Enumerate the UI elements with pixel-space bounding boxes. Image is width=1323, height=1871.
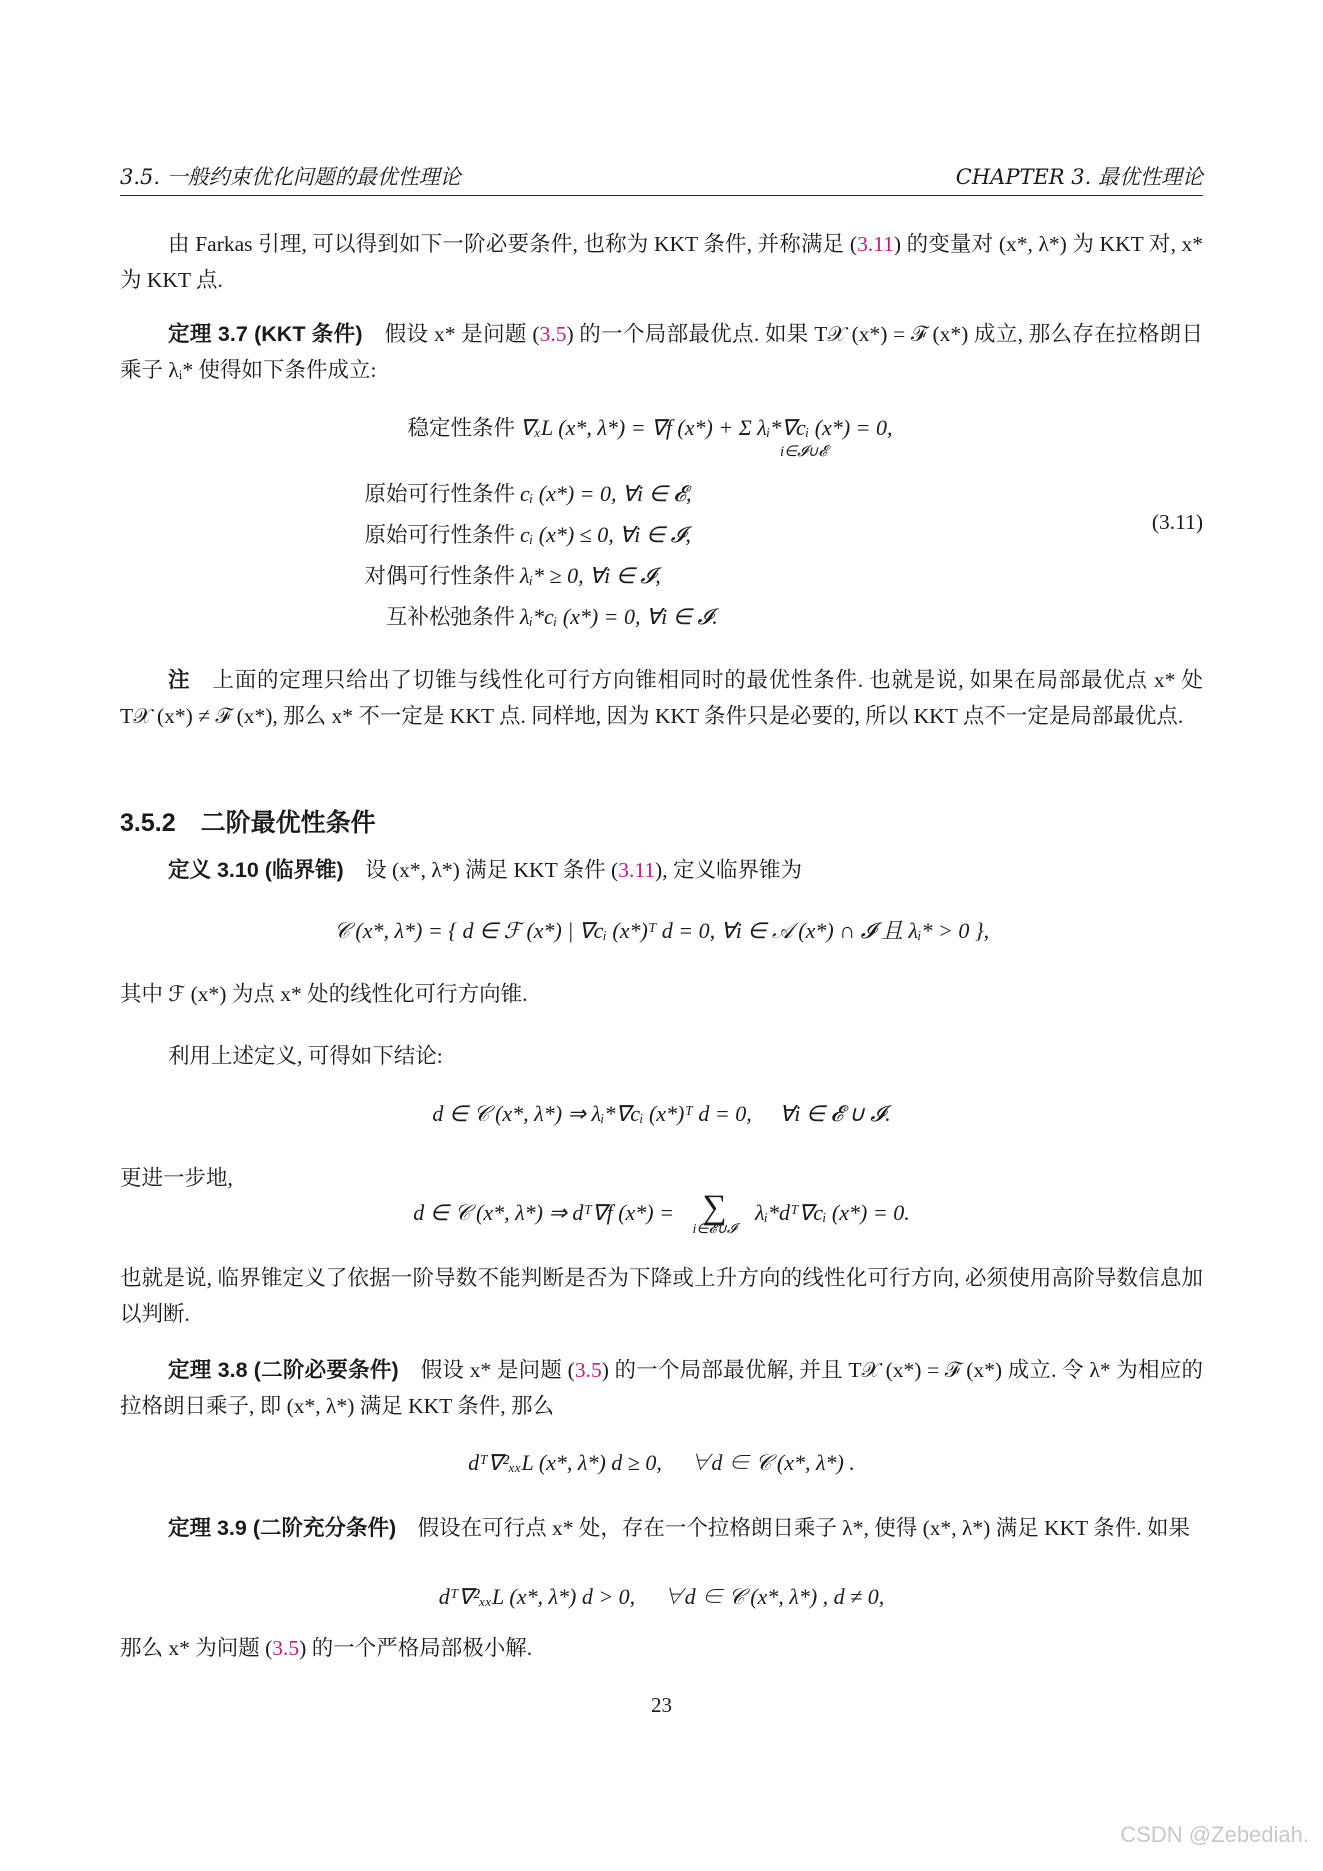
text: 那么 x* 为问题 ( bbox=[120, 1636, 273, 1660]
theorem-3-8 bbox=[120, 1352, 1203, 1424]
equation-further bbox=[120, 1189, 1203, 1237]
equation-number: (3.11) bbox=[1151, 510, 1203, 534]
sum-subscript: i∈𝓘∪𝓔 bbox=[780, 444, 827, 460]
eq-part: d ∈ 𝒞 (x*, λ*) ⇒ dᵀ∇f (x*) = bbox=[413, 1200, 674, 1226]
paragraph-farkas bbox=[120, 226, 1203, 298]
equation-critical-cone: 𝒞 (x*, λ*) = { d ∈ ℱ (x*) | ∇cᵢ (x*)ᵀ d = 0, ∀i ∈ 𝒜 (x*) ∩ 𝓘 且 λᵢ* > 0 }, bbox=[333, 918, 990, 943]
header-right: CHAPTER 3. 最优性理论 bbox=[955, 165, 1203, 189]
summation bbox=[679, 1189, 749, 1237]
paragraph-further: 更进一步地, bbox=[120, 1166, 233, 1190]
text: ) 的变量对 (x*, λ*) 为 KKT 对, x* 为 KKT 点. bbox=[120, 232, 1204, 292]
theorem-3-7 bbox=[120, 316, 1203, 388]
text: 假设在可行点 x* 处，存在一个拉格朗日乘子 λ*, 使得 (x*, λ*) 满足 KKT 条件. 如果 bbox=[417, 1516, 1191, 1540]
note-paragraph bbox=[120, 662, 1203, 734]
paragraph-where: 其中 ℱ (x*) 为点 x* 处的线性化可行方向锥. bbox=[120, 982, 528, 1006]
text: 设 (x*, λ*) 满足 KKT 条件 ( bbox=[365, 858, 619, 882]
page bbox=[120, 0, 1203, 1871]
text: ) 的一个局部最优解, 并且 T𝒳 (x*) = ℱ (x*) 成立. 令 λ* 为相应的拉格朗日乘子, 即 (x*, λ*) 满足 KKT 条件, 那么 bbox=[120, 1358, 1203, 1418]
kkt-expr: λᵢ*cᵢ (x*) = 0, ∀i ∈ 𝓘. bbox=[520, 604, 718, 629]
text: 假设 x* 是问题 ( bbox=[420, 1358, 575, 1382]
theorem-label: 定理 3.9 (二阶充分条件) bbox=[168, 1516, 397, 1540]
kkt-label: 原始可行性条件 bbox=[364, 482, 515, 506]
eq-part: λᵢ*dᵀ∇cᵢ (x*) = 0. bbox=[754, 1200, 910, 1226]
definition-3-10 bbox=[120, 852, 1203, 888]
kkt-label: 原始可行性条件 bbox=[364, 523, 515, 547]
paragraph-meaning: 也就是说, 临界锥定义了依据一阶导数不能判断是否为下降或上升方向的线性化可行方向, 必须使用高阶导数信息加以判断. bbox=[120, 1266, 1203, 1326]
text: ) 的一个局部最优点. 如果 T𝒳 (x*) = ℱ (x*) 成立, 那么存在拉格朗日乘子 λᵢ* 使得如下条件成立: bbox=[120, 322, 1203, 382]
definition-label: 定义 3.10 (临界锥) bbox=[168, 858, 344, 882]
eq-ref-link[interactable]: 3.5 bbox=[539, 322, 567, 346]
equation-conclusion: d ∈ 𝒞 (x*, λ*) ⇒ λᵢ*∇cᵢ (x*)ᵀ d = 0, ∀i ∈ 𝓔 ∪ 𝓘. bbox=[432, 1101, 891, 1126]
eq-ref-link[interactable]: 3.5 bbox=[574, 1358, 602, 1382]
header-left: 3.5. 一般约束优化问题的最优性理论 bbox=[120, 165, 461, 189]
eq-ref-link[interactable]: 3.11 bbox=[618, 858, 656, 882]
eq-ref-link[interactable]: 3.5 bbox=[272, 1636, 300, 1660]
kkt-expr: ∇ₓL (x*, λ*) = ∇f (x*) + Σ λᵢ*∇cᵢ (x*) = 0, bbox=[520, 415, 893, 440]
kkt-expr: cᵢ (x*) ≤ 0, ∀i ∈ 𝓘, bbox=[520, 522, 691, 547]
paragraph-use: 利用上述定义, 可得如下结论: bbox=[168, 1044, 443, 1068]
kkt-expr: λᵢ* ≥ 0, ∀i ∈ 𝓘, bbox=[520, 563, 661, 588]
kkt-expr: cᵢ (x*) = 0, ∀i ∈ 𝓔, bbox=[520, 481, 692, 506]
watermark: CSDN @Zebediah. bbox=[1120, 1822, 1309, 1847]
eq-ref-link[interactable]: 3.11 bbox=[857, 232, 894, 256]
text: ) 的一个严格局部极小解. bbox=[299, 1636, 533, 1660]
text: ), 定义临界锥为 bbox=[655, 858, 802, 882]
note-label: 注 bbox=[168, 668, 191, 692]
theorem-label: 定理 3.7 (KKT 条件) bbox=[168, 322, 363, 346]
equation-second-order-necessary: dᵀ∇²ₓₓL (x*, λ*) d ≥ 0, ∀d ∈ 𝒞 (x*, λ*) . bbox=[468, 1450, 855, 1475]
running-header bbox=[120, 163, 1203, 196]
theorem-label: 定理 3.8 (二阶必要条件) bbox=[168, 1358, 399, 1382]
paragraph-final bbox=[120, 1630, 1203, 1666]
text: 假设 x* 是问题 ( bbox=[384, 322, 540, 346]
kkt-label: 稳定性条件 bbox=[407, 416, 515, 440]
equation-second-order-sufficient: dᵀ∇²ₓₓL (x*, λ*) d > 0, ∀d ∈ 𝒞 (x*, λ*) , d ≠ 0, bbox=[438, 1584, 885, 1609]
sum-subscript: i∈𝓔∪𝓘 bbox=[692, 1222, 737, 1237]
kkt-label: 对偶可行性条件 bbox=[364, 564, 515, 588]
page-number: 23 bbox=[651, 1693, 672, 1717]
theorem-3-9 bbox=[120, 1510, 1203, 1546]
section-heading: 3.5.2 二阶最优性条件 bbox=[120, 809, 376, 837]
sigma-symbol: ∑ bbox=[702, 1189, 727, 1226]
text: 由 Farkas 引理, 可以得到如下一阶必要条件, 也称为 KKT 条件, 并称满足 ( bbox=[168, 232, 858, 256]
kkt-label: 互补松弛条件 bbox=[385, 605, 515, 629]
text: 上面的定理只给出了切锥与线性化可行方向锥相同时的最优性条件. 也就是说, 如果在局部最优点 x* 处 T𝒳 (x*) ≠ ℱ (x*), 那么 x* 不一定是 KKT 点. 同样地, 因为 KKT 条件只是必要的, 所以 KKT 点不一定是局部最优点. bbox=[120, 668, 1203, 728]
